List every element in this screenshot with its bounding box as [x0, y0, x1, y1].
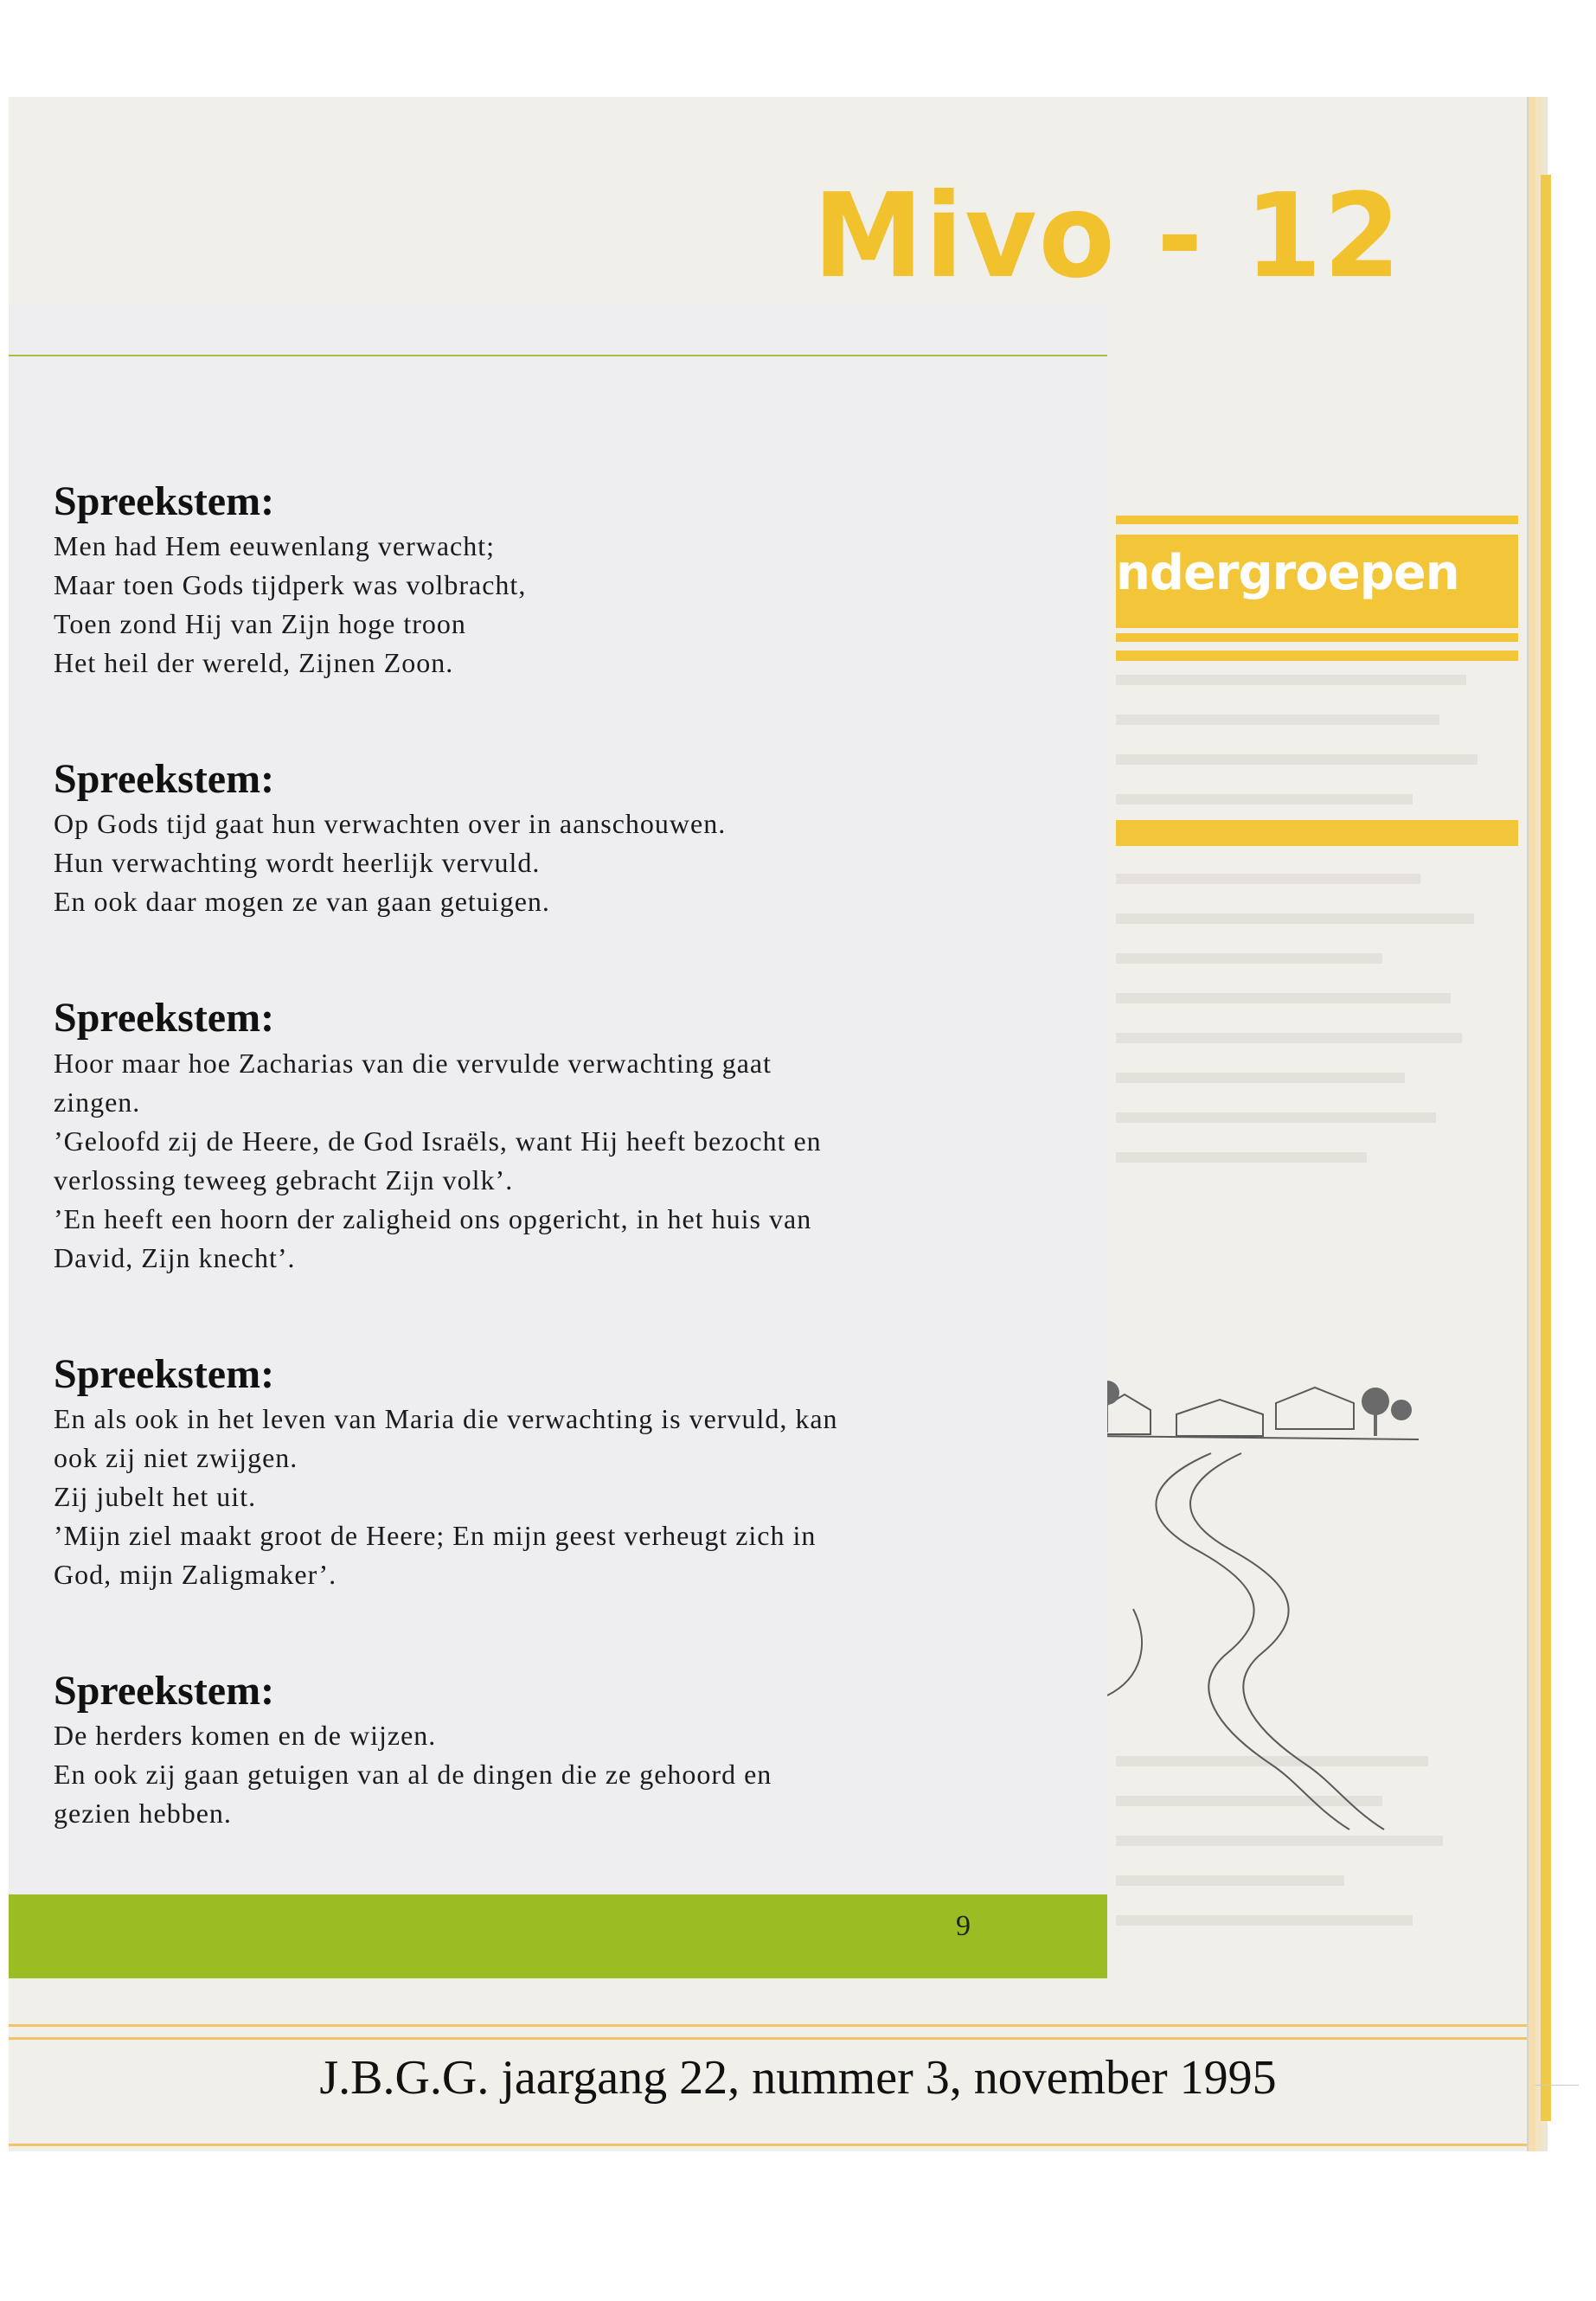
text-line: Men had Hem eeuwenlang verwacht;: [54, 530, 496, 562]
text-line: Toen zond Hij van Zijn hoge troon: [54, 608, 466, 640]
publication-footer: J.B.G.G. jaargang 22, nummer 3, november 1995: [319, 2051, 1277, 2105]
text-line: Het heil der wereld, Zijnen Zoon.: [54, 647, 454, 679]
footer-rule-top: [9, 2037, 1527, 2040]
text-line: Maar toen Gods tijdperk was volbracht,: [54, 569, 527, 601]
text-line: zingen.: [54, 1086, 141, 1118]
spreekstem-section: [54, 755, 1031, 921]
spreekstem-section: [54, 994, 1031, 1277]
text-line: Zij jubelt het uit.: [54, 1480, 257, 1512]
text-line: En ook daar mogen ze van gaan getuigen.: [54, 886, 550, 918]
text-line: De herders komen en de wijzen.: [54, 1719, 437, 1751]
front-page: [9, 304, 1107, 1978]
spreekstem-section: [54, 1350, 1031, 1594]
green-top-rule: [9, 355, 1107, 356]
section-heading: Spreekstem:: [54, 478, 275, 524]
village-path-sketch: [1090, 1349, 1471, 1834]
text-line: Hun verwachting wordt heerlijk vervuld.: [54, 847, 541, 879]
yellow-band-thin: [1116, 651, 1518, 661]
spreekstem-section: [54, 478, 1031, 683]
faint-background-text: [1116, 874, 1497, 1192]
scan-mark: [1535, 2085, 1579, 2086]
text-line: ’Mijn ziel maakt groot de Heere; En mijn geest verheugt zich in: [54, 1519, 817, 1551]
text-line: ’En heeft een hoorn der zaligheid ons opgericht, in het huis van: [54, 1202, 812, 1234]
page-content: [54, 478, 1031, 1906]
section-heading: Spreekstem:: [54, 995, 275, 1042]
text-line: ook zij niet zwijgen.: [54, 1441, 298, 1473]
footer-rule-top: [9, 2024, 1527, 2027]
text-line: ’Geloofd zij de Heere, de God Israëls, want Hij heeft bezocht en: [54, 1125, 822, 1157]
footer-rule-bottom: [9, 2144, 1527, 2146]
yellow-band-thin: [1116, 516, 1518, 524]
spreekstem-section: [54, 1667, 1031, 1833]
section-heading: Spreekstem:: [54, 1350, 275, 1397]
yellow-band-thin: [1116, 633, 1518, 642]
text-line: gezien hebben.: [54, 1797, 232, 1829]
text-line: Hoor maar hoe Zacharias van die vervulde verwachting gaat: [54, 1047, 772, 1079]
yellow-page-edge: [1541, 175, 1551, 2121]
page-number: 9: [956, 1910, 971, 1942]
yellow-band-text: ndergroepen: [1116, 545, 1459, 601]
section-heading: Spreekstem:: [54, 756, 275, 803]
faint-background-text: [1116, 675, 1497, 834]
text-line: En ook zij gaan getuigen van al de dingen die ze gehoord en: [54, 1758, 772, 1790]
text-line: verlossing teweeg gebracht Zijn volk’.: [54, 1163, 514, 1195]
brand-title: Mivo - 12: [813, 169, 1402, 304]
text-line: David, Zijn knecht’.: [54, 1241, 296, 1273]
text-line: En als ook in het leven van Maria die verwachting is vervuld, kan: [54, 1402, 838, 1434]
text-line: Op Gods tijd gaat hun verwachten over in aanschouwen.: [54, 808, 727, 840]
green-footer-bar: [9, 1894, 1107, 1978]
text-line: God, mijn Zaligmaker’.: [54, 1558, 337, 1590]
section-heading: Spreekstem:: [54, 1667, 275, 1714]
